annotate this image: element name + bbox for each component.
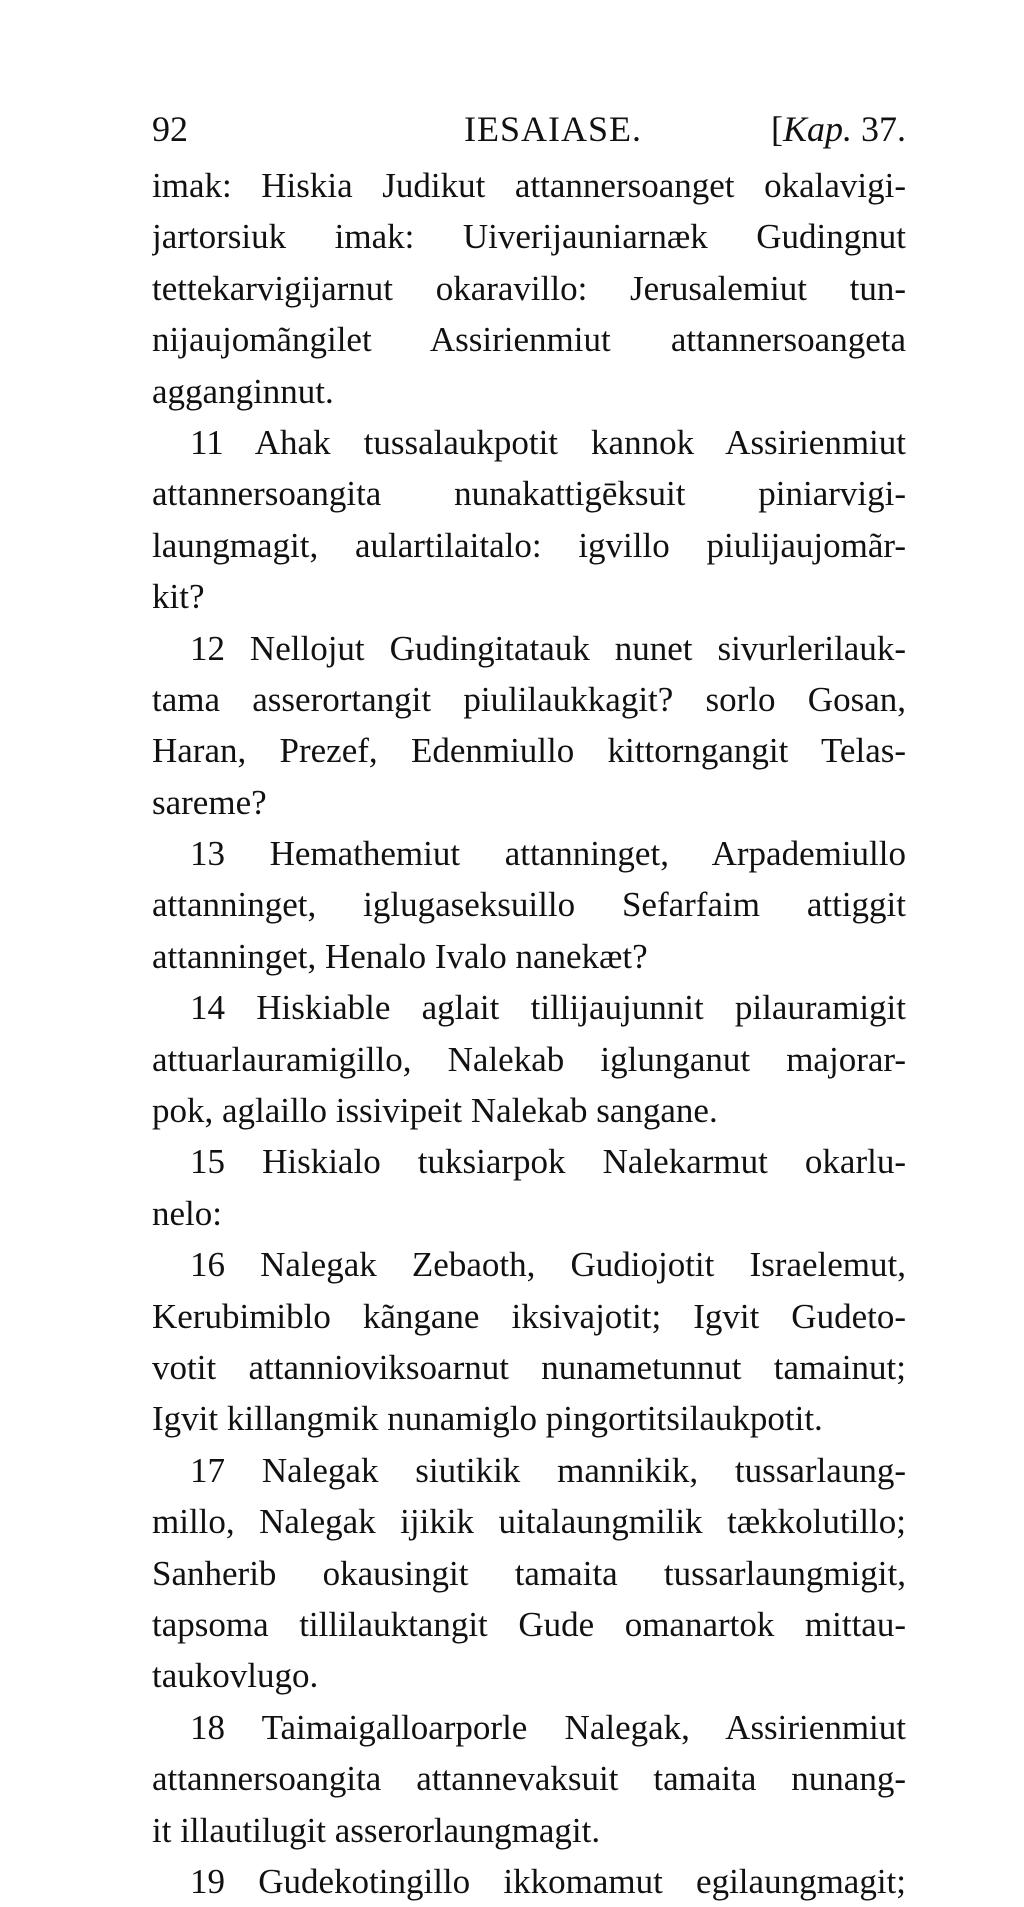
- text-line: tama asserortangit piulilaukkagit? sorlo Gosan,: [152, 679, 906, 719]
- text-line: taukovlugo.: [152, 1656, 319, 1696]
- chapter-abbreviation: Kap.: [782, 109, 852, 149]
- running-header: [152, 104, 906, 154]
- text-line: pok, aglaillo issivipeit Nalekab sangane.: [152, 1091, 718, 1131]
- text-line: Haran, Prezef, Edenmiullo kittorngangit Telas-: [152, 731, 906, 771]
- text-line: attuarlauramigillo, Nalekab iglunganut majorar-: [152, 1039, 906, 1079]
- text-line: it illautilugit asserorlaungmagit.: [152, 1810, 601, 1850]
- text-line: sareme?: [152, 782, 267, 822]
- text-line: votit attannioviksoarnut nunametunnut tamainut;: [152, 1347, 906, 1387]
- chapter-bracket: [: [770, 109, 783, 149]
- chapter-number: 37.: [852, 109, 906, 149]
- verse-start-line: 14 Hiskiable aglait tillijaujunnit pilauramigit: [190, 988, 906, 1028]
- text-line: attanninget, iglugaseksuillo Sefarfaim attiggit: [152, 885, 906, 925]
- text-line: attannersoangita attannevaksuit tamaita nunang-: [152, 1759, 906, 1799]
- text-line: imak: Hiskia Judikut attannersoanget okalavigi-: [152, 166, 906, 205]
- text-line: kit?: [152, 577, 205, 617]
- chapter-reference: [771, 104, 906, 154]
- verse-start-line: 11 Ahak tussalaukpotit kannok Assirienmiut: [190, 422, 906, 462]
- text-line: nelo:: [152, 1193, 222, 1233]
- text-line: Sanherib okausingit tamaita tussarlaungmigit,: [152, 1553, 906, 1593]
- text-line: nijaujomãngilet Assirienmiut attannersoangeta: [152, 320, 906, 360]
- verse-start-line: 18 Taimaigalloarporle Nalegak, Assirienmiut: [190, 1707, 906, 1747]
- text-line: attanninget, Henalo Ivalo nanekæt?: [152, 936, 648, 976]
- text-line: millo, Nalegak ijikik uitalaungmilik tækkolutillo;: [152, 1502, 906, 1542]
- verse-start-line: 17 Nalegak siutikik mannikik, tussarlaung-: [190, 1450, 906, 1490]
- verse-start-line: 13 Hemathemiut attanninget, Arpademiullo: [190, 834, 906, 874]
- verse-start-line: 16 Nalegak Zebaoth, Gudiojotit Israelemut,: [190, 1245, 906, 1285]
- text-line: laungmagit, aulartilaitalo: igvillo piulijaujomãr-: [152, 525, 906, 565]
- page-number: 92: [152, 109, 188, 149]
- text-line: tapsoma tillilauktangit Gude omanartok mittau-: [152, 1604, 906, 1644]
- running-title: IESAIASE.: [464, 109, 642, 149]
- verse-start-line: 15 Hiskialo tuksiarpok Nalekarmut okarlu-: [190, 1142, 906, 1182]
- text-line: tettekarvigijarnut okaravillo: Jerusalemiut tun-: [152, 268, 906, 308]
- text-line: attannersoangita nunakattigēksuit piniarvigi-: [152, 474, 906, 514]
- verse-start-line: 12 Nellojut Gudingitatauk nunet sivurlerilauk-: [190, 628, 906, 668]
- text-line: Igvit killangmik nunamiglo pingortitsilaukpotit.: [152, 1399, 823, 1439]
- text-line: jartorsiuk imak: Uiverijauniarnæk Gudingnut: [152, 217, 906, 257]
- text-line: agganginnut.: [152, 371, 334, 411]
- text-line: Kerubimiblo kãngane iksivajotit; Igvit Gudeto-: [152, 1296, 906, 1336]
- verse-start-line: 19 Gudekotingillo ikkomamut egilaungmagit;: [190, 1861, 906, 1901]
- body-text: [152, 160, 906, 1907]
